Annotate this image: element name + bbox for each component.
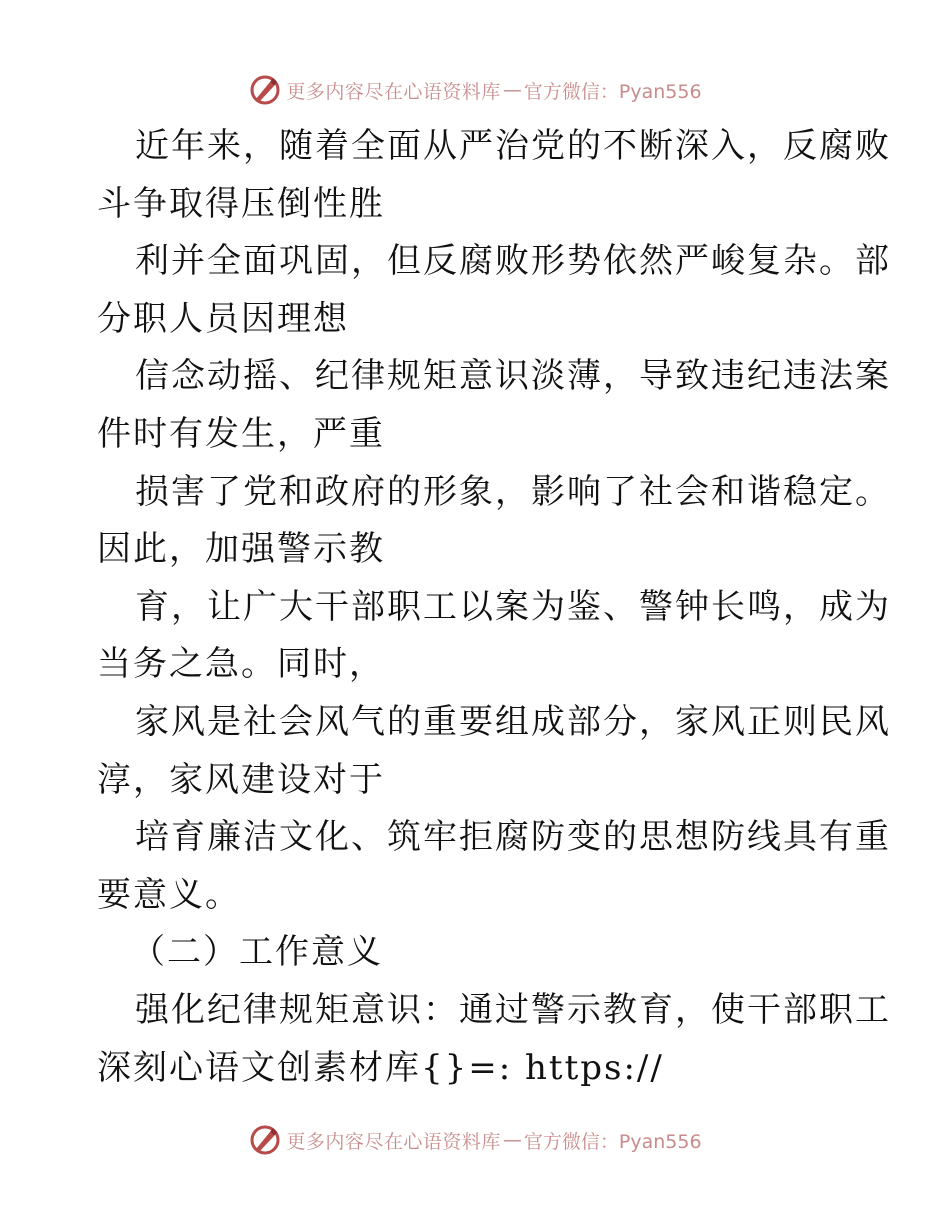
- paragraph-line: 深刻心语文创素材库{}=: https://: [97, 1047, 664, 1088]
- paragraph-line: 斗争取得压倒性胜: [97, 183, 385, 224]
- paragraph-line: 强化纪律规矩意识：通过警示教育，使干部职工: [135, 989, 891, 1030]
- paragraph-line: 当务之急。同时，: [97, 644, 385, 685]
- paragraph-line: 分职人员因理想: [97, 298, 349, 339]
- banner-separator: —: [502, 79, 522, 101]
- paragraph-line: 件时有发生，严重: [97, 413, 385, 454]
- paragraph-line: 损害了党和政府的形象，影响了社会和谐稳定。: [135, 471, 891, 512]
- paragraph-line: 要意义。: [97, 874, 241, 915]
- banner-wechat: 官方微信：Pyan556: [523, 1130, 702, 1153]
- paragraph-line: 信念动摇、纪律规矩意识淡薄，导致违纪违法案: [135, 356, 891, 397]
- section-heading: （二）工作意义: [131, 932, 383, 973]
- paragraph-line: 因此，加强警示教: [97, 529, 385, 570]
- paragraph-line: 家风是社会风气的重要组成部分，家风正则民风: [135, 701, 891, 742]
- paragraph-line: 利并全面巩固，但反腐败形势依然严峻复杂。部: [135, 241, 891, 282]
- banner-separator: —: [502, 1129, 522, 1151]
- banner-wechat: 官方微信：Pyan556: [523, 80, 702, 103]
- paragraph-line: 淳，家风建设对于: [97, 759, 385, 800]
- paragraph-line: 近年来，随着全面从严治党的不断深入，反腐败: [135, 126, 891, 166]
- footer-watermark-banner: [0, 1120, 950, 1160]
- paragraph-line: 育，让广大干部职工以案为鉴、警钟长鸣，成为: [135, 586, 891, 627]
- header-watermark-banner: [0, 70, 950, 110]
- pen-logo-icon: [248, 1123, 282, 1157]
- document-body: [97, 118, 891, 1097]
- paragraph-line: 培育廉洁文化、筑牢拒腐防变的思想防线具有重: [135, 817, 891, 858]
- banner-text: 更多内容尽在心语资料库: [286, 1130, 501, 1153]
- pen-logo-icon: [248, 73, 282, 107]
- banner-text: 更多内容尽在心语资料库: [286, 80, 501, 103]
